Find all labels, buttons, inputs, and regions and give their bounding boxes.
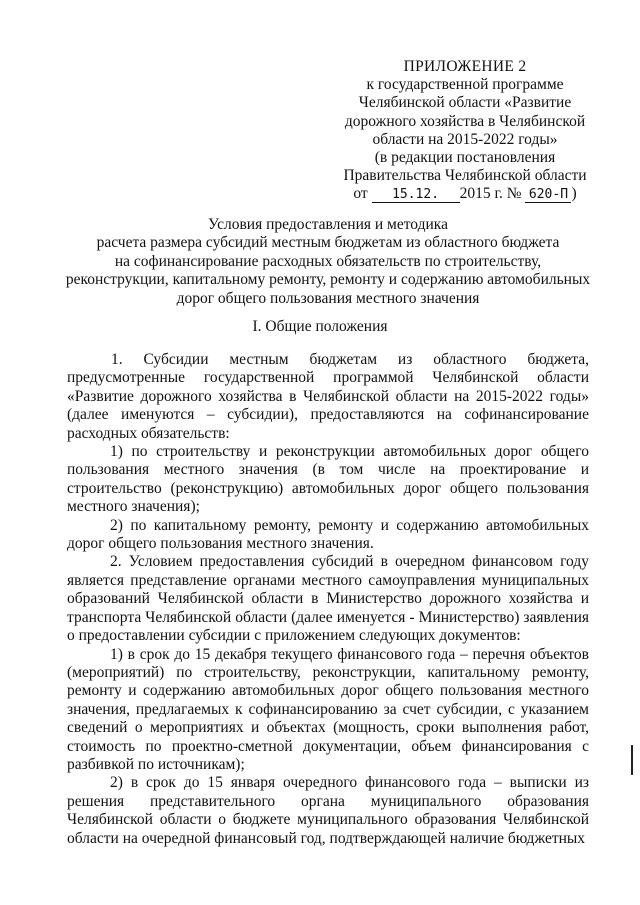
paragraph: 2. Условием предоставления субсидий в очередном финансовом году является представление органами местного самоуправления муниципальных образований Челябинской области в Министерство дорожного хозяйства и транспорта Челябинской области (далее именуется - Министерство) заявления о предоставлении субсидии с приложением следующих документов: xyxy=(67,553,589,645)
appendix-date-line xyxy=(330,185,600,203)
year-text: 2015 г. № xyxy=(459,185,522,203)
document-title xyxy=(58,216,598,308)
title-line: реконструкции, капитальному ремонту, ремонту и содержанию автомобильных xyxy=(65,271,591,289)
handwritten-date: 15.12. xyxy=(372,188,460,203)
paragraph: 1) в срок до 15 декабря текущего финансового года – перечня объектов (мероприятий) по строительству, реконструкции, капитальному ремонту, ремонту и содержанию автомобильных дорог общего пользования местного значения, предлагаемых к софинансированию за счет субсидии, с указанием сведений о мероприятиях и объектах (мощность, сроки выполнения работ, стоимость по проектно-сметной документации, объем финансирования с разбивкой по источникам); xyxy=(67,645,589,773)
handwritten-number: 620-П xyxy=(525,188,571,203)
title-line: расчета размера субсидий местным бюджетам из областного бюджета xyxy=(96,234,560,252)
paragraph: 2) в срок до 15 января очередного финансового года – выписки из решения представительного органа муниципального образования Челябинской области о бюджете муниципального образования Челябинской области на очередной финансовый год, подтверждающей наличие бюджетных xyxy=(67,774,589,847)
appendix-line: (в редакции постановления xyxy=(374,149,556,167)
document-body xyxy=(67,351,589,848)
appendix-header xyxy=(330,58,600,204)
section-heading: I. Общие положения xyxy=(252,318,388,335)
title-line: Условия предоставления и методика xyxy=(208,216,448,233)
paragraph: 2) по капитальному ремонту, ремонту и содержанию автомобильных дорог общего пользования местного значения. xyxy=(67,516,589,553)
appendix-line: области на 2015-2022 годы» xyxy=(372,130,558,148)
paragraph: 1) по строительству и реконструкции автомобильных дорог общего пользования местного значения (в том числе на проектирование и строительство (реконструкцию) автомобильных дорог общего пользования местного значения); xyxy=(67,443,589,516)
appendix-title: ПРИЛОЖЕНИЕ 2 xyxy=(403,58,527,75)
title-line: на софинансирование расходных обязательств по строительству, xyxy=(114,252,542,270)
date-prefix: от xyxy=(353,185,368,203)
scan-edge-mark xyxy=(631,745,633,775)
paragraph: 1. Субсидии местным бюджетам из областного бюджета, предусмотренные государственной программой Челябинской области «Развитие дорожного хозяйства в Челябинской области на 2015-2022 годы» (далее именуются – субсидии), предоставляются на софинансирование расходных обязательств: xyxy=(67,351,589,442)
appendix-line: Правительства Челябинской области xyxy=(343,167,587,185)
appendix-line: Челябинской области «Развитие xyxy=(358,94,572,112)
title-line: дорог общего пользования местного значения xyxy=(176,289,480,307)
appendix-line: дорожного хозяйства в Челябинской xyxy=(344,112,586,130)
appendix-line: к государственной программе xyxy=(366,76,564,94)
closing-paren: ) xyxy=(571,185,577,203)
